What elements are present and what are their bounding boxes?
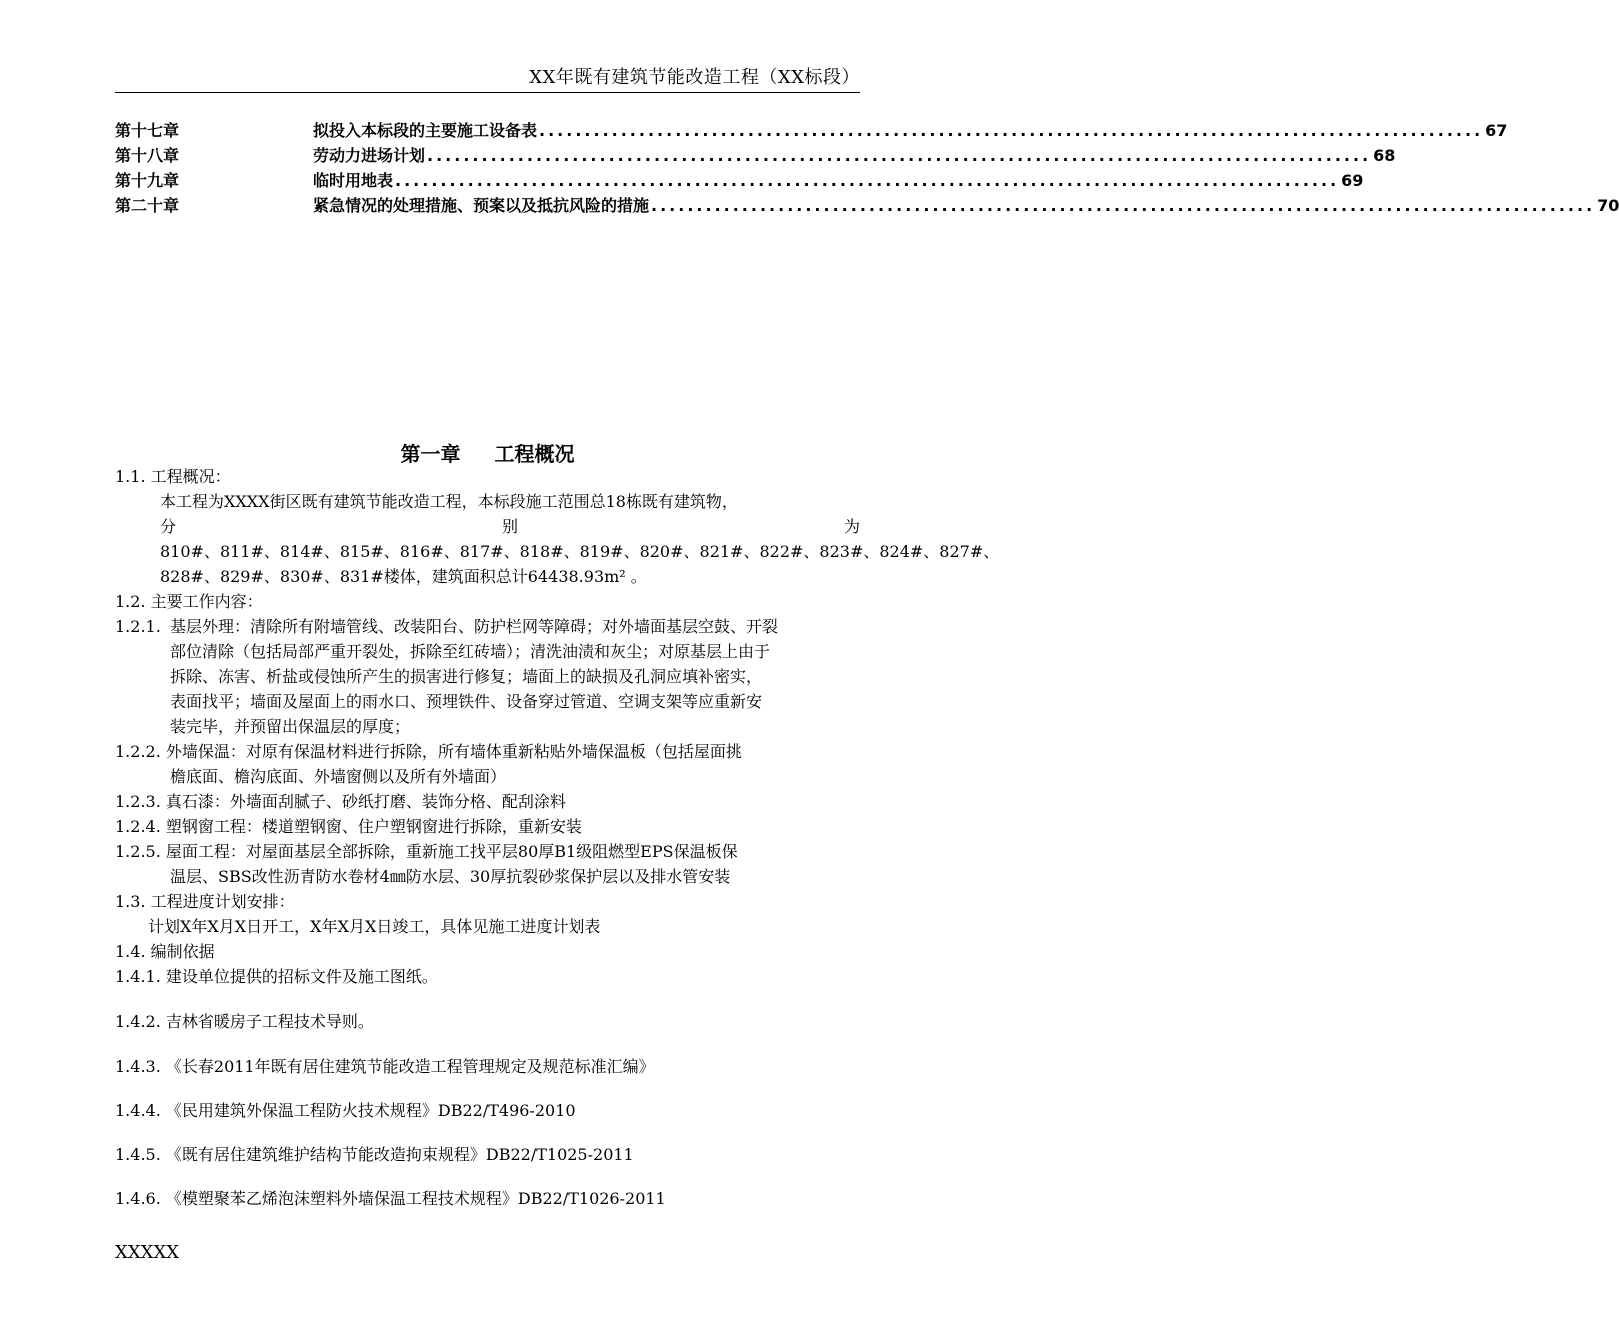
chapter-name: 工程概况 [494, 442, 575, 466]
toc-title: 紧急情况的处理措施、预案以及抵抗风险的措施 [313, 196, 650, 215]
reference-item: 1.4.1. 建设单位提供的招标文件及施工图纸。 [115, 967, 438, 986]
spread-char: 别 [501, 517, 518, 536]
spread-char: 为 [843, 517, 860, 536]
item-line: 装完毕，并预留出保温层的厚度； [170, 717, 411, 736]
paragraph-line: 828#、829#、830#、831#楼体，建筑面积总计64438.93m² 。 [160, 567, 647, 586]
toc-title: 临时用地表 [313, 171, 394, 190]
toc-leader-dots: ........................................................................................................ [651, 196, 1596, 215]
toc-title: 劳动力进场计划 [313, 146, 426, 165]
item-line: 1.2.4. 塑钢窗工程：楼道塑钢窗、住户塑钢窗进行拆除，重新安装 [115, 817, 582, 836]
toc-chapter: 第十八章 [115, 146, 180, 165]
toc-row[interactable] [115, 118, 1508, 143]
toc-page-number: 70 [1597, 196, 1619, 215]
reference-item: 1.4.2. 吉林省暖房子工程技术导则。 [115, 1012, 374, 1031]
section-heading-1-1: 1.1. 工程概况： [115, 467, 231, 486]
toc-chapter: 第十九章 [115, 171, 180, 190]
chapter-number: 第一章 [400, 442, 461, 466]
reference-item: 1.4.4. 《民用建筑外保温工程防火技术规程》DB22/T496-2010 [115, 1101, 576, 1120]
table-of-contents [115, 118, 1619, 218]
section-heading-1-2: 1.2. 主要工作内容： [115, 592, 263, 611]
toc-row[interactable] [115, 143, 1396, 168]
item-line: 1.2.2. 外墙保温：对原有保温材料进行拆除，所有墙体重新粘贴外墙保温板（包括屋面挑 [115, 742, 742, 761]
item-line: 檐底面、檐沟底面、外墙窗侧以及所有外墙面） [170, 767, 507, 786]
item-line: 基层外理：清除所有附墙管线、改装阳台、防护栏网等障碍；对外墙面基层空鼓、开裂 [170, 617, 779, 636]
item-line: 部位清除（包括局部严重开裂处，拆除至红砖墙）；清洗油渍和灰尘；对原基层上由于 [170, 642, 771, 661]
item-number: 1.2.1. [115, 617, 161, 636]
paragraph-line: 810#、811#、814#、815#、816#、817#、818#、819#、820#、821#、822#、823#、824#、827#、 [160, 542, 1000, 561]
paragraph-line: 本工程为XXXX街区既有建筑节能改造工程，本标段施工范围总18栋既有建筑物， [160, 492, 738, 511]
reference-item: 1.4.3. 《长春2011年既有居住建筑节能改造工程管理规定及规范标准汇编》 [115, 1057, 655, 1076]
toc-leader-dots: ........................................................................................................ [539, 121, 1484, 140]
toc-row[interactable] [115, 168, 1364, 193]
page-header: XX年既有建筑节能改造工程（XX标段） [115, 60, 860, 93]
item-line: 1.2.3. 真石漆：外墙面刮腻子、砂纸打磨、装饰分格、配刮涂料 [115, 792, 566, 811]
toc-page-number: 69 [1341, 171, 1364, 190]
spread-char: 分 [160, 517, 177, 536]
section-heading-1-4: 1.4. 编制依据 [115, 942, 215, 961]
item-line: 拆除、冻害、析盐或侵蚀所产生的损害进行修复；墙面上的缺损及孔洞应填补密实， [170, 667, 763, 686]
toc-row[interactable] [115, 193, 1619, 218]
reference-item: 1.4.5. 《既有居住建筑维护结构节能改造拘束规程》DB22/T1025-2011 [115, 1145, 634, 1164]
paragraph-spread-line [160, 516, 860, 538]
toc-chapter: 第二十章 [115, 196, 180, 215]
item-line: 1.2.5. 屋面工程：对屋面基层全部拆除，重新施工找平层80厚B1级阻燃型EPS保温板保 [115, 842, 738, 861]
toc-page-number: 67 [1485, 121, 1508, 140]
section-heading-1-3: 1.3. 工程进度计划安排： [115, 892, 295, 911]
toc-leader-dots: ........................................................................................................ [427, 146, 1372, 165]
reference-item: 1.4.6. 《模塑聚苯乙烯泡沫塑料外墙保温工程技术规程》DB22/T1026-2011 [115, 1189, 666, 1208]
toc-leader-dots: ........................................................................................................ [395, 171, 1340, 190]
toc-title: 拟投入本标段的主要施工设备表 [313, 121, 538, 140]
paragraph-line: 计划X年X月X日开工，X年X月X日竣工，具体见施工进度计划表 [148, 917, 601, 936]
item-line: 温层、SBS改性沥青防水卷材4㎜防水层、30厚抗裂砂浆保护层以及排水管安装 [170, 867, 731, 886]
page-footer: XXXXX [115, 1242, 180, 1263]
toc-page-number: 68 [1373, 146, 1396, 165]
toc-chapter: 第十七章 [115, 121, 180, 140]
chapter-title [115, 438, 860, 467]
item-line: 表面找平；墙面及屋面上的雨水口、预埋铁件、设备穿过管道、空调支架等应重新安 [170, 692, 763, 711]
